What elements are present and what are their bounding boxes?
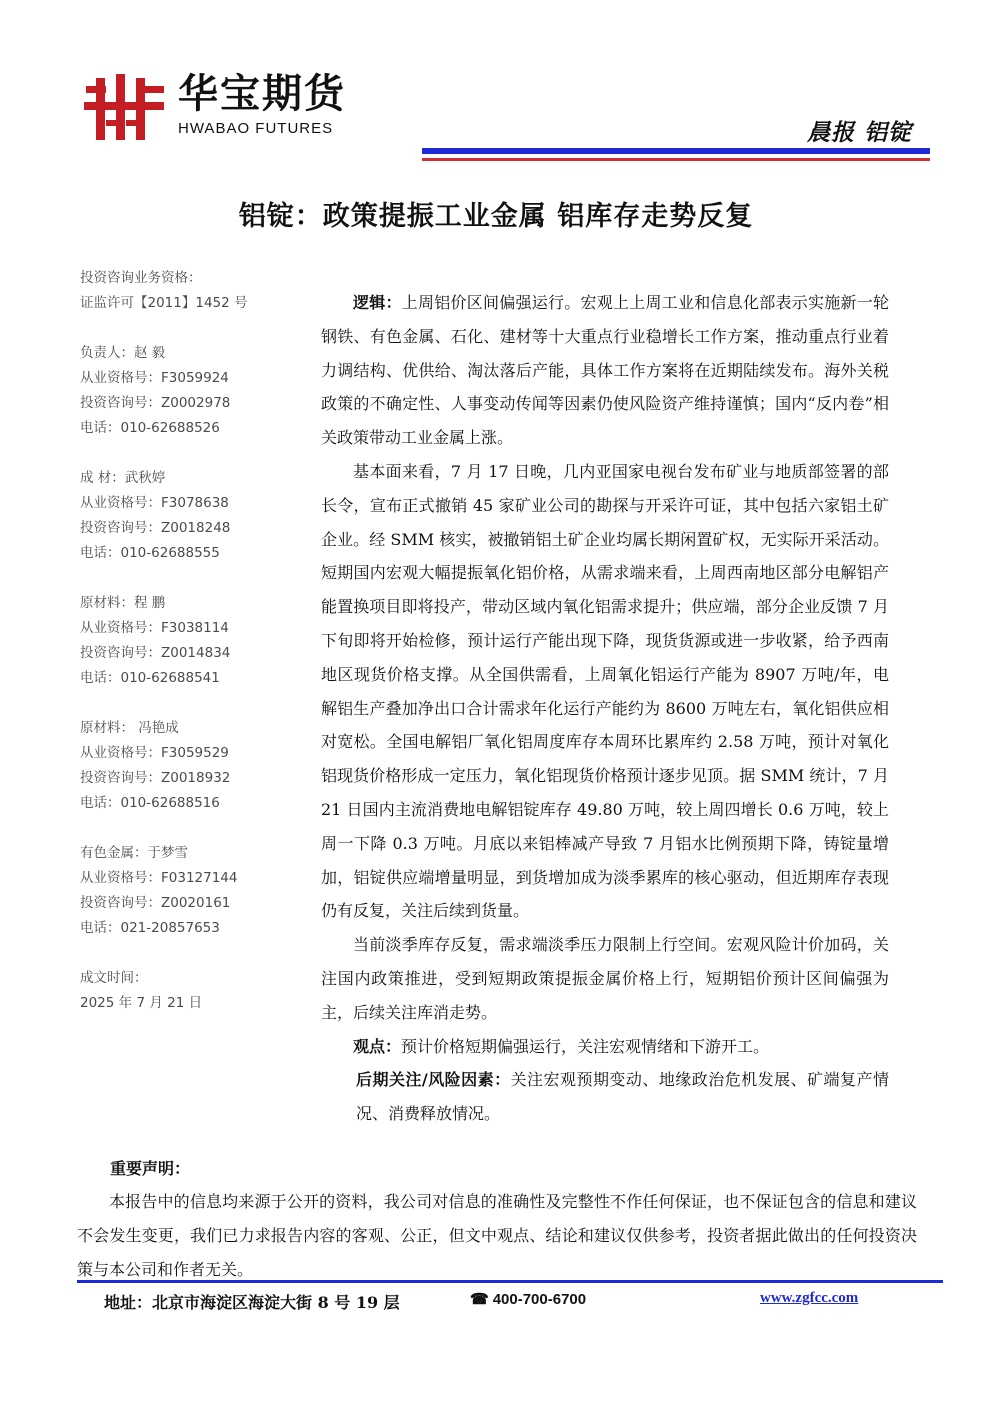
sidebar-group bbox=[80, 966, 300, 1016]
sidebar-line: 投资咨询号：Z0020161 bbox=[80, 895, 231, 911]
logo-english-name: HWABAO FUTURES bbox=[178, 120, 334, 137]
report-title: 铝锭：政策提振工业金属 铝库存走势反复 bbox=[238, 201, 754, 232]
footer-website-link[interactable]: www.zgfcc.com bbox=[760, 1290, 859, 1306]
header-rule-blue bbox=[422, 148, 930, 154]
disclaimer-title: 重要声明： bbox=[110, 1159, 191, 1178]
sidebar-line: 从业资格号：F3038114 bbox=[80, 620, 229, 636]
sidebar-line: 证监许可【2011】1452 号 bbox=[80, 295, 248, 311]
footer-rule bbox=[77, 1280, 943, 1283]
footer-address: 地址：北京市海淀区海淀大街 8 号 19 层 bbox=[104, 1293, 400, 1312]
sidebar-line: 电话：010-62688526 bbox=[80, 420, 220, 436]
hwabao-logo-mark bbox=[82, 72, 168, 142]
fundamentals-paragraph: 基本面来看，7 月 17 日晚，几内亚国家电视台发布矿业与地质部签署的部长令，宣布正式撤销 45 家矿业公司的勘探与开采许可证，其中包括六家铝土矿企业。经 SMM 核实，被撤销铝土矿企业均属长期闲置矿权，无实际开采活动。短期国内宏观大幅提振氧化铝价格，从需求端来看，上周西南地区部分电解铝产能置换项目即将投产，带动区域内氧化铝需求提升；供应端，部分企业反馈 7 月下旬即将开始检修，预计运行产能出现下降，现货货源或进一步收紧，给予西南地区现货价格支撑。从全国供需看，上周氧化铝运行产能为 8907 万吨/年，电解铝生产叠加净出口合计需求年化运行产能约为 8600 万吨左右，氧化铝供应相对宽松。全国电解铝厂氧化铝周度库存本周环比累库约 2.58 万吨，预计对氧化铝现货价格形成一定压力，氧化铝现货价格预计逐步见顶。据 SMM 统计，7 月 21 日国内主流消费地电解铝锭库存 49.80 万吨，较上周四增长 0.6 万吨，较上周一下降 0.3 万吨。月底以来铝棒减产导致 7 月铝水比例预期下降，铸锭量增加，铝锭供应端增量明显，到货增加成为淡季累库的核心驱动，但近期库存表现仍有反复，关注后续到货量。 bbox=[321, 461, 889, 921]
logic-paragraph bbox=[321, 286, 889, 455]
sidebar-line: 从业资格号：F03127144 bbox=[80, 870, 238, 886]
phone-icon: ☎ bbox=[470, 1291, 489, 1308]
report-type-tag: 晨报 铝锭 bbox=[806, 119, 912, 146]
sidebar-line: 电话：010-62688541 bbox=[80, 670, 220, 686]
sidebar-line: 有色金属：于梦雪 bbox=[80, 845, 188, 861]
sidebar-line: 成 材：武秋婷 bbox=[80, 470, 166, 486]
sidebar-group bbox=[80, 341, 300, 441]
outlook-paragraph: 当前淡季库存反复，需求端淡季压力限制上行空间。宏观风险计价加码，关注国内政策推进，受到短期政策提振金属价格上行，短期铝价预计区间偏强为主，后续关注库消走势。 bbox=[321, 935, 889, 1022]
sidebar-line: 原材料： 冯艳成 bbox=[80, 720, 179, 736]
sidebar-line: 从业资格号：F3059924 bbox=[80, 370, 229, 386]
sidebar-group bbox=[80, 266, 300, 316]
sidebar-line: 电话：010-62688555 bbox=[80, 545, 220, 561]
footer-phone bbox=[470, 1290, 586, 1308]
header-rule-red bbox=[422, 158, 930, 161]
view-label: 观点： bbox=[353, 1036, 402, 1056]
risk-paragraph bbox=[321, 1063, 889, 1131]
sidebar-line: 投资咨询号：Z0014834 bbox=[80, 645, 231, 661]
sidebar-line: 成文时间： bbox=[80, 970, 148, 986]
view-text: 预计价格短期偏强运行，关注宏观情绪和下游开工。 bbox=[401, 1036, 770, 1056]
sidebar-group bbox=[80, 841, 300, 941]
logic-text: 上周铝价区间偏强运行。宏观上上周工业和信息化部表示实施新一轮钢铁、有色金属、石化、建材等十大重点行业稳增长工作方案，推动重点行业着力调结构、优供给、淘汰落后产能，具体工作方案将在近期陆续发布。海外关税政策的不确定性、人事变动传闻等因素仍使风险资产维持谨慎；国内“反内卷”相关政策带动工业金属上涨。 bbox=[321, 293, 889, 448]
analyst-sidebar bbox=[80, 266, 300, 1041]
sidebar-line: 从业资格号：F3078638 bbox=[80, 495, 229, 511]
sidebar-line: 负责人：赵 毅 bbox=[80, 345, 166, 361]
view-paragraph bbox=[321, 1030, 889, 1064]
sidebar-group bbox=[80, 716, 300, 816]
sidebar-line: 从业资格号：F3059529 bbox=[80, 745, 229, 761]
sidebar-line: 投资咨询号：Z0018248 bbox=[80, 520, 231, 536]
sidebar-line: 投资咨询号：Z0002978 bbox=[80, 395, 231, 411]
risk-text: 关注宏观预期变动、地缘政治危机发展、矿端复产情况、消费释放情况。 bbox=[356, 1070, 889, 1124]
logo-chinese-name: 华宝期货 bbox=[178, 70, 346, 117]
sidebar-group bbox=[80, 466, 300, 566]
sidebar-line: 电话：010-62688516 bbox=[80, 795, 220, 811]
risk-label: 后期关注/风险因素： bbox=[356, 1070, 511, 1090]
sidebar-group bbox=[80, 591, 300, 691]
logic-label: 逻辑： bbox=[353, 293, 402, 312]
sidebar-line: 电话：021-20857653 bbox=[80, 920, 220, 936]
report-body bbox=[321, 286, 889, 1131]
sidebar-line: 投资咨询号：Z0018932 bbox=[80, 770, 231, 786]
sidebar-line: 投资咨询业务资格： bbox=[80, 270, 202, 286]
footer-phone-number: 400-700-6700 bbox=[492, 1291, 587, 1308]
sidebar-line: 2025 年 7 月 21 日 bbox=[80, 995, 203, 1011]
disclaimer-body: 本报告中的信息均来源于公开的资料，我公司对信息的准确性及完整性不作任何保证，也不保证包含的信息和建议不会发生变更，我们已力求报告内容的客观、公正，但文中观点、结论和建议仅供参考，投资者据此做出的任何投资决策与本公司和作者无关。 bbox=[77, 1192, 917, 1279]
sidebar-line: 原材料：程 鹏 bbox=[80, 595, 166, 611]
